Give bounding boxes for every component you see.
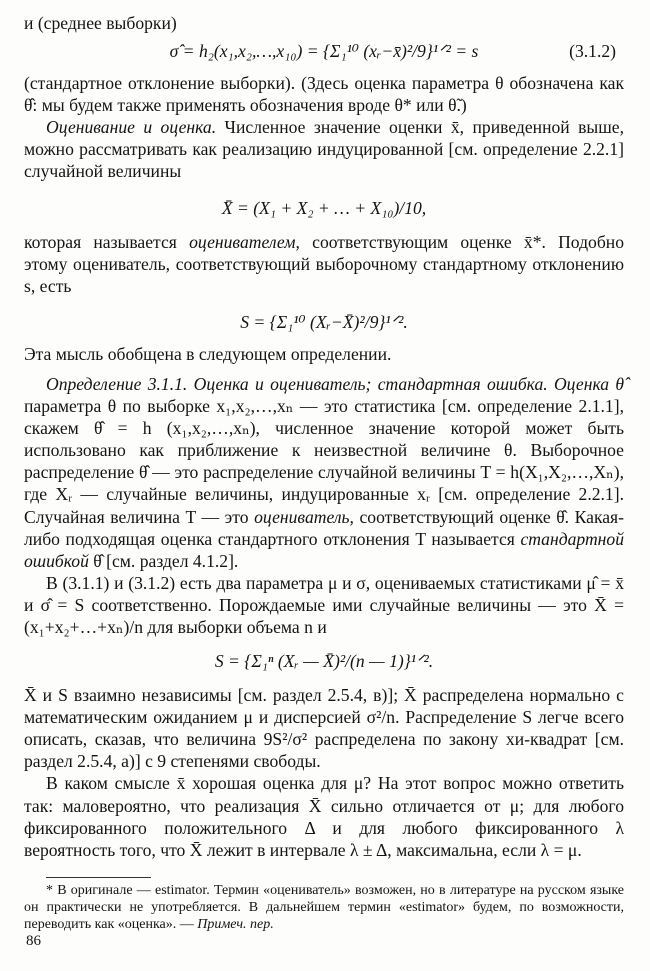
term-italic: стандартной ошибкой: [24, 528, 624, 571]
term-italic: оцениватель,: [254, 506, 354, 527]
definition-title: Определение 3.1.1. Оценка и оцениватель; стандартная ошибка.: [46, 373, 548, 394]
equation-sample-sd: [24, 650, 624, 672]
text-span: которая называется: [24, 231, 190, 252]
paragraph-body: Численное значение оценки x̄, приведенной выше, можно рассматривать как реализацию индуцированной [см. определение 2.2.1] случайной величины: [24, 117, 625, 182]
page-number: 86: [26, 933, 41, 949]
text-line-top: и (среднее выборки): [24, 13, 177, 33]
equation-number: (3.1.2): [569, 41, 616, 62]
paragraph-independence: X̄ и S взаимно независимы [см. раздел 2.5.4, в)]; X̄ распределена нормально с математическим ожиданием μ и дисперсией σ²/n. Распределение S легче всего описать, сказав, что величина 9S²/σ² распределена по закону хи-квадрат [см. раздел 2.5.4, а)] с 9 степенями свободы.: [24, 685, 624, 772]
term-italic: Примеч. пер.: [197, 916, 274, 932]
paragraph-stddev: (стандартное отклонение выборки). (Здесь оценка параметра θ обозначена как θ̂: мы будем также применять обозначения вроде θ* или θ̃.): [24, 73, 624, 116]
footnote-divider: [46, 877, 151, 878]
equation-sd-estimator: [24, 311, 624, 333]
equation-body: σ̂ = h₂(x₁,x₂,…,x₁₀) = {Σ₁¹⁰ (xᵣ−x̄)²/9}¹ᐟ² = s: [169, 41, 479, 62]
footnote: [24, 882, 624, 933]
text-span: параметра θ по выборке x₁,x₂,…,xₙ — это статистика [см. определение 2.1.1], скажем θ̂ = h (x₁,x₂,…,xₙ), численное значение которой может быть использовано как приближение к неизвестной величине θ. Выборочное распределение θ̂ — это распределение случайной величины T = h(X₁,X₂,…,Xₙ), где Xᵣ — случайные величины, индуцированные xᵣ [см. определение 2.2.1]. Случайная величина T — это: [24, 396, 624, 527]
equation-mean-estimator: [24, 197, 624, 219]
term-italic: оценивателем,: [189, 231, 300, 252]
text-span: соответствующий оценке θ̂. Какая-либо подходящая оценка стандартного отклонения T называется: [24, 506, 624, 549]
equation-body: S = {Σ₁ⁿ (Xᵣ — X̄)²/(n — 1)}¹ᐟ².: [214, 651, 434, 672]
equation-body: X̄ = (X₁ + X₂ + … + X₁₀)/10,: [221, 197, 427, 218]
paragraph-estimator: [24, 231, 624, 297]
definition-3-1-1: [24, 373, 624, 572]
paragraph-good-estimate: В каком смысле x̄ хорошая оценка для μ? На этот вопрос можно ответить так: маловероятно, что реализация X̄ сильно отличается от μ; для любого фиксированного положительного Δ и для любого фиксированного λ вероятность того, что X̄ лежит в интервале λ ± Δ, максимальна, если λ = μ.: [24, 773, 624, 860]
paragraph-parameters: В (3.1.1) и (3.1.2) есть два параметра μ и σ, оцениваемых статистиками μ̂ = x̄ и σ̂ = S соответственно. Порождаемые ими случайные величины — это X̄ = (x₁+x₂+…+xₙ)/n для выборки объема n и: [24, 572, 624, 637]
paragraph-estimation: [24, 116, 624, 182]
text-span: * В оригинале — estimator. Термин «оцениватель» возможен, но в литературе на русском языке он практически не употребляется. В дальнейшем термин «estimator» будем, по возможности, переводить как «оценка». —: [24, 882, 624, 932]
equation-body: S = {Σ₁¹⁰ (Xᵣ−X̄)²/9}¹ᐟ².: [240, 311, 408, 332]
text-span: соответствующим оценке x̄*. Подобно этому оцениватель, соответствующий выборочному стандартному отклонению s, есть: [24, 231, 624, 296]
equation-3-1-2: [24, 40, 624, 62]
paragraph-generalized: Эта мысль обобщена в следующем определении.: [24, 343, 392, 364]
definition-term: Оценка θ̂: [547, 373, 624, 394]
text-span: θ̂ [см. раздел 4.1.2].: [88, 550, 239, 571]
paragraph-lead-italic: Оценивание и оценка.: [46, 117, 217, 138]
